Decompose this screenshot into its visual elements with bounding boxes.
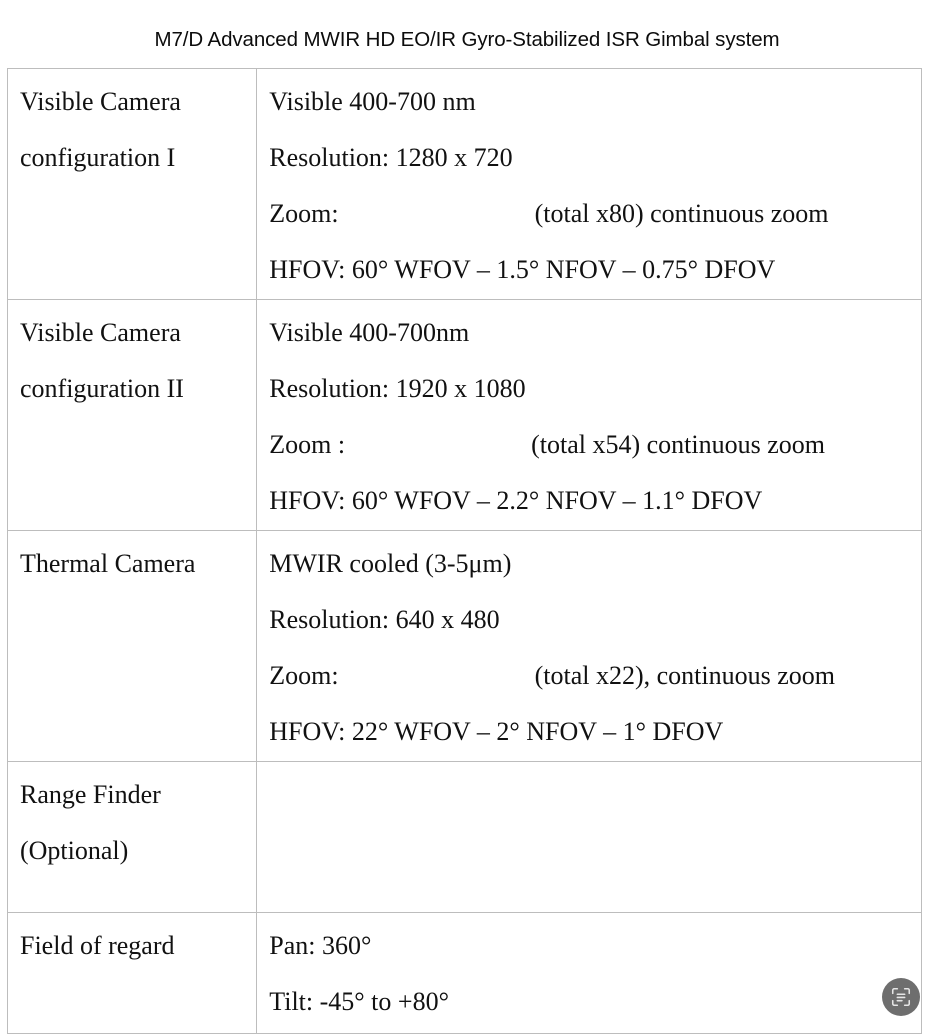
spec-label-content <box>8 913 256 1007</box>
empty-value <box>269 782 921 783</box>
spec-value-line: MWIR cooled (3-5μm) <box>269 549 512 578</box>
specifications-table-body <box>8 69 922 1034</box>
spec-value-cell <box>257 762 922 913</box>
spec-label-line: Range Finder <box>20 780 161 809</box>
spec-value-line: Resolution: 1920 x 1080 <box>269 374 526 403</box>
spec-value-line: Resolution: 640 x 480 <box>269 605 500 634</box>
spec-label-content <box>8 531 256 623</box>
spec-label-cell <box>8 913 257 1034</box>
spec-value-cell <box>257 531 922 762</box>
spec-value-content <box>257 913 921 1033</box>
spec-value-content <box>257 531 921 761</box>
spec-label-line: configuration II <box>20 374 184 403</box>
spec-label-line: Visible Camera <box>20 318 181 347</box>
spec-value-line: HFOV: 60° WFOV – 1.5° NFOV – 0.75° DFOV <box>269 255 776 284</box>
page-title: M7/D Advanced MWIR HD EO/IR Gyro-Stabilized ISR Gimbal system <box>154 28 780 51</box>
spec-value-line: HFOV: 22° WFOV – 2° NFOV – 1° DFOV <box>269 717 724 746</box>
zoom-label: Zoom: <box>269 199 339 228</box>
spec-label-line: Visible Camera <box>20 87 181 116</box>
spec-label-cell <box>8 300 257 531</box>
spec-value-line <box>269 432 921 458</box>
zoom-label: Zoom : <box>269 430 346 459</box>
spec-label-line: (Optional) <box>20 836 129 865</box>
spec-label-content <box>8 69 256 217</box>
spec-label-line: Field of regard <box>20 931 175 960</box>
spec-value-cell <box>257 913 922 1034</box>
zoom-total-value: (total x80) continuous zoom <box>534 199 829 228</box>
spec-value-content <box>257 69 921 299</box>
spec-value-content <box>257 300 921 530</box>
zoom-total-value: (total x22), continuous zoom <box>534 661 836 690</box>
specifications-table <box>7 68 922 1034</box>
table-row <box>8 69 922 300</box>
spec-value-line: Resolution: 1280 x 720 <box>269 143 513 172</box>
spec-label-cell <box>8 531 257 762</box>
spec-label-cell <box>8 762 257 913</box>
spec-label-line: Thermal Camera <box>20 549 196 578</box>
document-scan-icon[interactable] <box>882 978 920 1016</box>
spec-value-line: HFOV: 60° WFOV – 2.2° NFOV – 1.1° DFOV <box>269 486 763 515</box>
spec-value-line <box>269 201 921 227</box>
spec-label-line: configuration I <box>20 143 176 172</box>
spec-value-content <box>257 762 921 801</box>
spec-value-line <box>269 663 921 689</box>
spec-label-content <box>8 762 256 912</box>
spec-value-line: Tilt: -45° to +80° <box>269 987 449 1016</box>
spec-value-line: Visible 400-700nm <box>269 318 470 347</box>
zoom-label: Zoom: <box>269 661 339 690</box>
spec-value-cell <box>257 300 922 531</box>
spec-label-cell <box>8 69 257 300</box>
spec-label-content <box>8 300 256 448</box>
spec-value-line: Pan: 360° <box>269 931 372 960</box>
table-row <box>8 913 922 1034</box>
table-row <box>8 762 922 913</box>
table-row <box>8 300 922 531</box>
spec-value-line: Visible 400-700 nm <box>269 87 476 116</box>
zoom-total-value: (total x54) continuous zoom <box>531 430 826 459</box>
table-row <box>8 531 922 762</box>
spec-value-cell <box>257 69 922 300</box>
